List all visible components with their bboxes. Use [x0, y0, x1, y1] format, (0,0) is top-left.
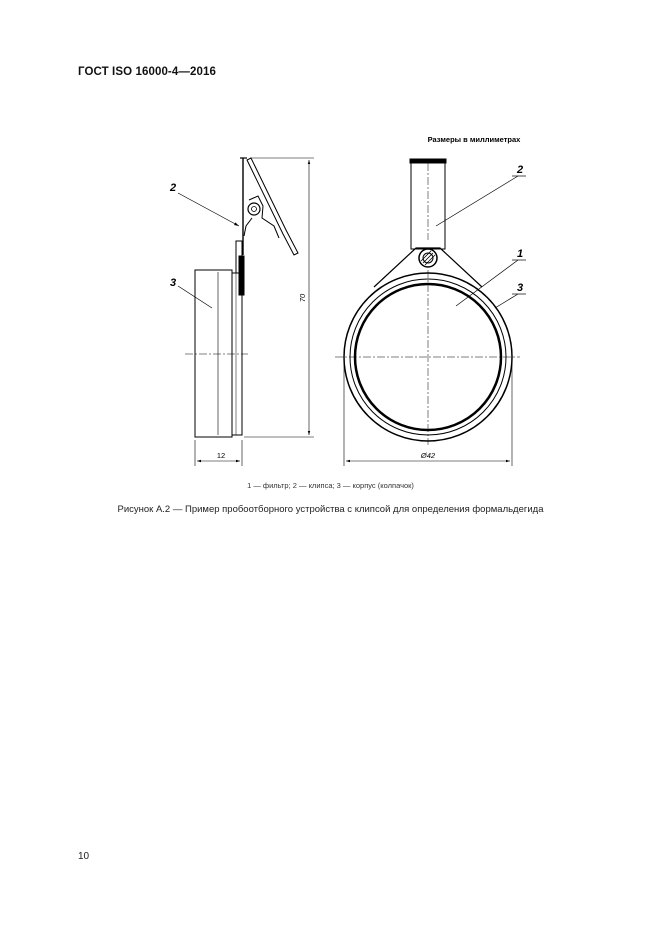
- document-header: ГОСТ ISO 16000-4—2016: [78, 66, 216, 78]
- callout-1-front: 1: [517, 248, 524, 260]
- figure-legend: 1 — фильтр; 2 — клипса; 3 — корпус (колпачок): [247, 481, 414, 490]
- side-housing: [195, 270, 232, 437]
- callout-3-front: 3: [517, 282, 524, 294]
- units-note: Размеры в миллиметрах: [427, 135, 521, 144]
- dim-diameter-label: Ø42: [420, 451, 436, 460]
- front-view: [335, 159, 520, 445]
- callout-2-front: 2: [517, 164, 524, 176]
- page-number: 10: [78, 851, 90, 862]
- callout-3-side: 3: [170, 277, 177, 289]
- dim-thickness-label: 12: [216, 451, 226, 460]
- figure-caption: Рисунок А.2 — Пример пробоотборного устройства с клипсой для определения формальдегида: [117, 504, 544, 515]
- dim-height-label: 70: [298, 293, 307, 303]
- callout-2-side: 2: [170, 182, 177, 194]
- side-view: [185, 158, 298, 437]
